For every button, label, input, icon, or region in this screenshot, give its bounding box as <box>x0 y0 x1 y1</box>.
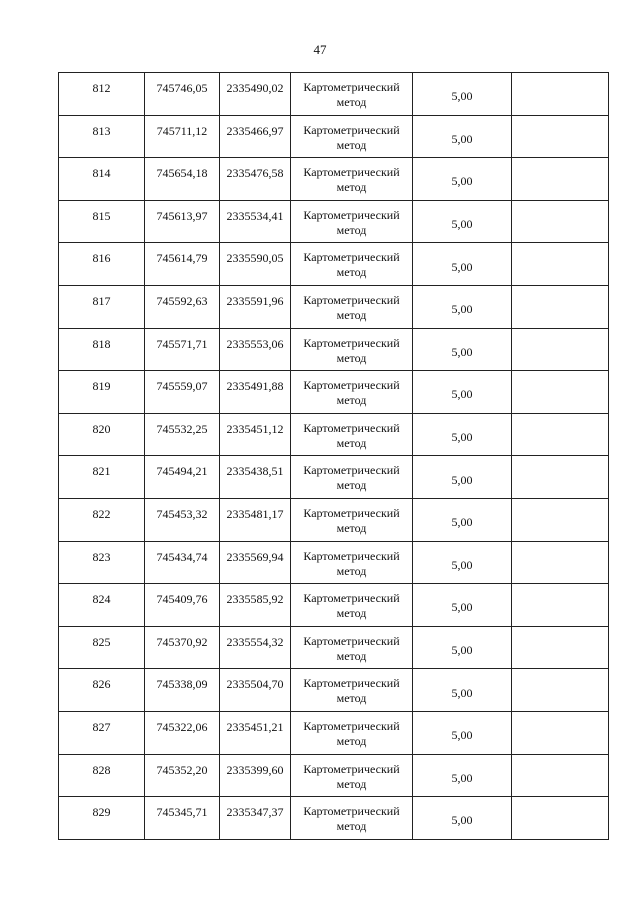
accuracy-cell: 5,00 <box>413 626 512 669</box>
y-coordinate-cell: 2335476,58 <box>220 158 291 201</box>
y-coordinate-cell: 2335451,21 <box>220 711 291 754</box>
point-number-cell: 818 <box>59 328 145 371</box>
accuracy-cell: 5,00 <box>413 711 512 754</box>
method-cell: Картометрический метод <box>291 711 413 754</box>
note-cell <box>512 797 609 840</box>
accuracy-cell: 5,00 <box>413 158 512 201</box>
point-number-cell: 823 <box>59 541 145 584</box>
table-row <box>59 584 609 627</box>
table-row <box>59 200 609 243</box>
y-coordinate-cell: 2335534,41 <box>220 200 291 243</box>
y-coordinate-cell: 2335466,97 <box>220 115 291 158</box>
y-coordinate-cell: 2335490,02 <box>220 73 291 116</box>
note-cell <box>512 711 609 754</box>
accuracy-cell: 5,00 <box>413 498 512 541</box>
point-number-cell: 822 <box>59 498 145 541</box>
method-cell: Картометрический метод <box>291 200 413 243</box>
method-cell: Картометрический метод <box>291 456 413 499</box>
x-coordinate-cell: 745614,79 <box>145 243 220 286</box>
accuracy-cell: 5,00 <box>413 73 512 116</box>
x-coordinate-cell: 745559,07 <box>145 371 220 414</box>
point-number-cell: 817 <box>59 285 145 328</box>
accuracy-cell: 5,00 <box>413 328 512 371</box>
note-cell <box>512 285 609 328</box>
note-cell <box>512 158 609 201</box>
note-cell <box>512 669 609 712</box>
x-coordinate-cell: 745453,32 <box>145 498 220 541</box>
point-number-cell: 826 <box>59 669 145 712</box>
point-number-cell: 819 <box>59 371 145 414</box>
table-row <box>59 754 609 797</box>
accuracy-cell: 5,00 <box>413 243 512 286</box>
note-cell <box>512 115 609 158</box>
method-cell: Картометрический метод <box>291 541 413 584</box>
accuracy-cell: 5,00 <box>413 413 512 456</box>
table-row <box>59 158 609 201</box>
method-cell: Картометрический метод <box>291 158 413 201</box>
method-cell: Картометрический метод <box>291 73 413 116</box>
point-number-cell: 829 <box>59 797 145 840</box>
table-row <box>59 669 609 712</box>
table-row <box>59 115 609 158</box>
y-coordinate-cell: 2335347,37 <box>220 797 291 840</box>
coordinates-table <box>58 72 609 840</box>
note-cell <box>512 200 609 243</box>
y-coordinate-cell: 2335585,92 <box>220 584 291 627</box>
x-coordinate-cell: 745494,21 <box>145 456 220 499</box>
y-coordinate-cell: 2335399,60 <box>220 754 291 797</box>
note-cell <box>512 413 609 456</box>
point-number-cell: 824 <box>59 584 145 627</box>
note-cell <box>512 243 609 286</box>
note-cell <box>512 754 609 797</box>
x-coordinate-cell: 745746,05 <box>145 73 220 116</box>
y-coordinate-cell: 2335591,96 <box>220 285 291 328</box>
x-coordinate-cell: 745592,63 <box>145 285 220 328</box>
x-coordinate-cell: 745571,71 <box>145 328 220 371</box>
x-coordinate-cell: 745370,92 <box>145 626 220 669</box>
method-cell: Картометрический метод <box>291 754 413 797</box>
y-coordinate-cell: 2335553,06 <box>220 328 291 371</box>
method-cell: Картометрический метод <box>291 413 413 456</box>
method-cell: Картометрический метод <box>291 584 413 627</box>
method-cell: Картометрический метод <box>291 328 413 371</box>
x-coordinate-cell: 745654,18 <box>145 158 220 201</box>
accuracy-cell: 5,00 <box>413 115 512 158</box>
y-coordinate-cell: 2335569,94 <box>220 541 291 584</box>
table-row <box>59 456 609 499</box>
y-coordinate-cell: 2335451,12 <box>220 413 291 456</box>
y-coordinate-cell: 2335504,70 <box>220 669 291 712</box>
method-cell: Картометрический метод <box>291 285 413 328</box>
page-number: 47 <box>313 42 327 57</box>
accuracy-cell: 5,00 <box>413 754 512 797</box>
table-row <box>59 413 609 456</box>
point-number-cell: 821 <box>59 456 145 499</box>
y-coordinate-cell: 2335438,51 <box>220 456 291 499</box>
note-cell <box>512 541 609 584</box>
x-coordinate-cell: 745532,25 <box>145 413 220 456</box>
coordinates-table-body <box>59 73 609 840</box>
note-cell <box>512 498 609 541</box>
table-row <box>59 711 609 754</box>
accuracy-cell: 5,00 <box>413 797 512 840</box>
method-cell: Картометрический метод <box>291 115 413 158</box>
method-cell: Картометрический метод <box>291 626 413 669</box>
point-number-cell: 820 <box>59 413 145 456</box>
x-coordinate-cell: 745352,20 <box>145 754 220 797</box>
note-cell <box>512 584 609 627</box>
table-row <box>59 541 609 584</box>
x-coordinate-cell: 745434,74 <box>145 541 220 584</box>
note-cell <box>512 73 609 116</box>
table-row <box>59 498 609 541</box>
accuracy-cell: 5,00 <box>413 285 512 328</box>
y-coordinate-cell: 2335481,17 <box>220 498 291 541</box>
note-cell <box>512 328 609 371</box>
y-coordinate-cell: 2335590,05 <box>220 243 291 286</box>
method-cell: Картометрический метод <box>291 498 413 541</box>
note-cell <box>512 456 609 499</box>
table-row <box>59 626 609 669</box>
table-row <box>59 797 609 840</box>
point-number-cell: 814 <box>59 158 145 201</box>
x-coordinate-cell: 745613,97 <box>145 200 220 243</box>
point-number-cell: 825 <box>59 626 145 669</box>
point-number-cell: 827 <box>59 711 145 754</box>
method-cell: Картометрический метод <box>291 371 413 414</box>
y-coordinate-cell: 2335491,88 <box>220 371 291 414</box>
note-cell <box>512 371 609 414</box>
point-number-cell: 815 <box>59 200 145 243</box>
point-number-cell: 812 <box>59 73 145 116</box>
method-cell: Картометрический метод <box>291 797 413 840</box>
table-row <box>59 285 609 328</box>
x-coordinate-cell: 745338,09 <box>145 669 220 712</box>
x-coordinate-cell: 745409,76 <box>145 584 220 627</box>
accuracy-cell: 5,00 <box>413 669 512 712</box>
table-row <box>59 73 609 116</box>
table-row <box>59 371 609 414</box>
accuracy-cell: 5,00 <box>413 371 512 414</box>
accuracy-cell: 5,00 <box>413 541 512 584</box>
note-cell <box>512 626 609 669</box>
x-coordinate-cell: 745711,12 <box>145 115 220 158</box>
y-coordinate-cell: 2335554,32 <box>220 626 291 669</box>
table-row <box>59 243 609 286</box>
method-cell: Картометрический метод <box>291 243 413 286</box>
point-number-cell: 816 <box>59 243 145 286</box>
accuracy-cell: 5,00 <box>413 200 512 243</box>
accuracy-cell: 5,00 <box>413 584 512 627</box>
point-number-cell: 828 <box>59 754 145 797</box>
x-coordinate-cell: 745322,06 <box>145 711 220 754</box>
method-cell: Картометрический метод <box>291 669 413 712</box>
point-number-cell: 813 <box>59 115 145 158</box>
accuracy-cell: 5,00 <box>413 456 512 499</box>
table-row <box>59 328 609 371</box>
x-coordinate-cell: 745345,71 <box>145 797 220 840</box>
